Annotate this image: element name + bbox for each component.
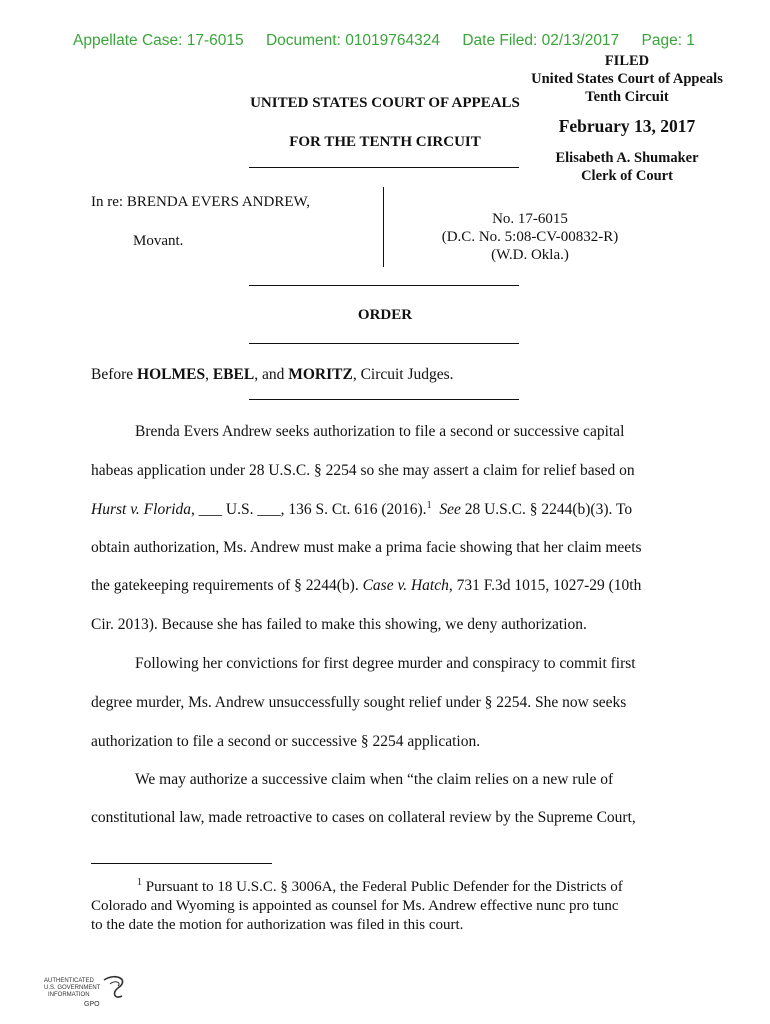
document-number: Document: 01019764324 [265, 32, 441, 49]
district: (W.D. Okla.) [491, 247, 569, 263]
gpo-line2: U.S. GOVERNMENT [44, 985, 101, 991]
text-line [91, 577, 641, 595]
panel-sep: , [205, 366, 213, 383]
page-number: Page: 1 [641, 32, 695, 49]
filed-stamp [522, 52, 732, 185]
gpo-mark: GPO [84, 1001, 100, 1008]
clerk-title: Clerk of Court [581, 168, 673, 184]
gpo-line1: AUTHENTICATED [44, 978, 94, 984]
panel-suffix: , Circuit Judges. [352, 366, 454, 383]
caption-party [91, 192, 310, 251]
gpo-line3: INFORMATION [48, 992, 90, 998]
footnote-line: Colorado and Wyoming is appointed as counsel for Ms. Andrew effective nunc pro tunc [91, 898, 619, 914]
signal-see: See [439, 501, 461, 518]
text-line: constitutional law, made retroactive to cases on collateral review by the Supreme Court, [91, 809, 636, 826]
text-line: Following her convictions for first degree murder and conspiracy to commit first [135, 655, 636, 672]
text-line: habeas application under 28 U.S.C. § 2254 so she may assert a claim for relief based on [91, 462, 635, 479]
party-name: In re: BRENDA EVERS ANDREW, [91, 194, 311, 210]
judge-name: MORITZ [288, 366, 353, 383]
panel-line [91, 366, 454, 384]
text-line: We may authorize a successive claim when “the claim relies on a new rule of [135, 771, 614, 788]
text-line: degree murder, Ms. Andrew unsuccessfully sought relief under § 2254. She now seeks [91, 694, 627, 711]
caption-case-info [410, 210, 650, 264]
divider [249, 399, 519, 400]
footnote-divider [91, 863, 272, 864]
panel-prefix: Before [91, 366, 138, 383]
stamp-court: United States Court of Appeals [531, 71, 723, 87]
court-title-line1: UNITED STATES COURT OF APPEALS [250, 95, 520, 111]
panel-sep: , and [254, 366, 289, 383]
district-case-no: (D.C. No. 5:08-CV-00832-R) [441, 229, 619, 245]
court-title-line2: FOR THE TENTH CIRCUIT [289, 134, 481, 150]
text-line: Brenda Evers Andrew seeks authorization to file a second or successive capital [135, 423, 625, 440]
party-role: Movant. [133, 233, 184, 249]
judge-name: EBEL [212, 366, 255, 383]
text-segment: the gatekeeping requirements of § 2244(b). [91, 577, 363, 594]
footnote-text: Pursuant to 18 U.S.C. § 3006A, the Federal Public Defender for the Districts of [142, 879, 623, 895]
text-line: obtain authorization, Ms. Andrew must make a prima facie showing that her claim meets [91, 539, 642, 556]
document-header [73, 32, 713, 50]
stamp-circuit: Tenth Circuit [585, 89, 669, 105]
divider [249, 343, 519, 344]
case-no: No. 17-6015 [492, 211, 568, 227]
citation-text: 28 U.S.C. § 2244(b)(3). To [460, 501, 633, 518]
footnote [91, 873, 691, 935]
caption-divider [383, 187, 384, 267]
text-line [91, 500, 632, 519]
text-line: authorization to file a second or successive § 2254 application. [91, 733, 481, 750]
clerk-name: Elisabeth A. Shumaker [555, 150, 699, 166]
stamp-date: February 13, 2017 [558, 116, 696, 136]
divider [249, 167, 519, 168]
eagle-icon [104, 977, 123, 997]
date-filed: Date Filed: 02/13/2017 [462, 32, 620, 49]
footnote-line [91, 873, 691, 897]
case-citation: Hurst v. Florida [91, 501, 192, 518]
citation-text: , 731 F.3d 1015, 1027-29 (10th [448, 577, 642, 594]
case-number: Appellate Case: 17-6015 [73, 32, 244, 49]
footnote-number: 1 [137, 877, 142, 888]
footnote-line: to the date the motion for authorization was filed in this court. [91, 917, 464, 933]
filed-label: FILED [604, 53, 650, 69]
case-citation: Case v. Hatch [362, 577, 449, 594]
eagle-icon [110, 982, 119, 986]
divider [249, 285, 519, 286]
order-title: ORDER [357, 307, 413, 323]
judge-name: HOLMES [137, 366, 206, 383]
citation-text: , ___ U.S. ___, 136 S. Ct. 616 (2016). [191, 501, 427, 518]
footnote-ref[interactable]: 1 [426, 500, 432, 511]
gpo-authenticated-logo [44, 974, 134, 1018]
text-line: Cir. 2013). Because she has failed to make this showing, we deny authorization. [91, 616, 587, 633]
